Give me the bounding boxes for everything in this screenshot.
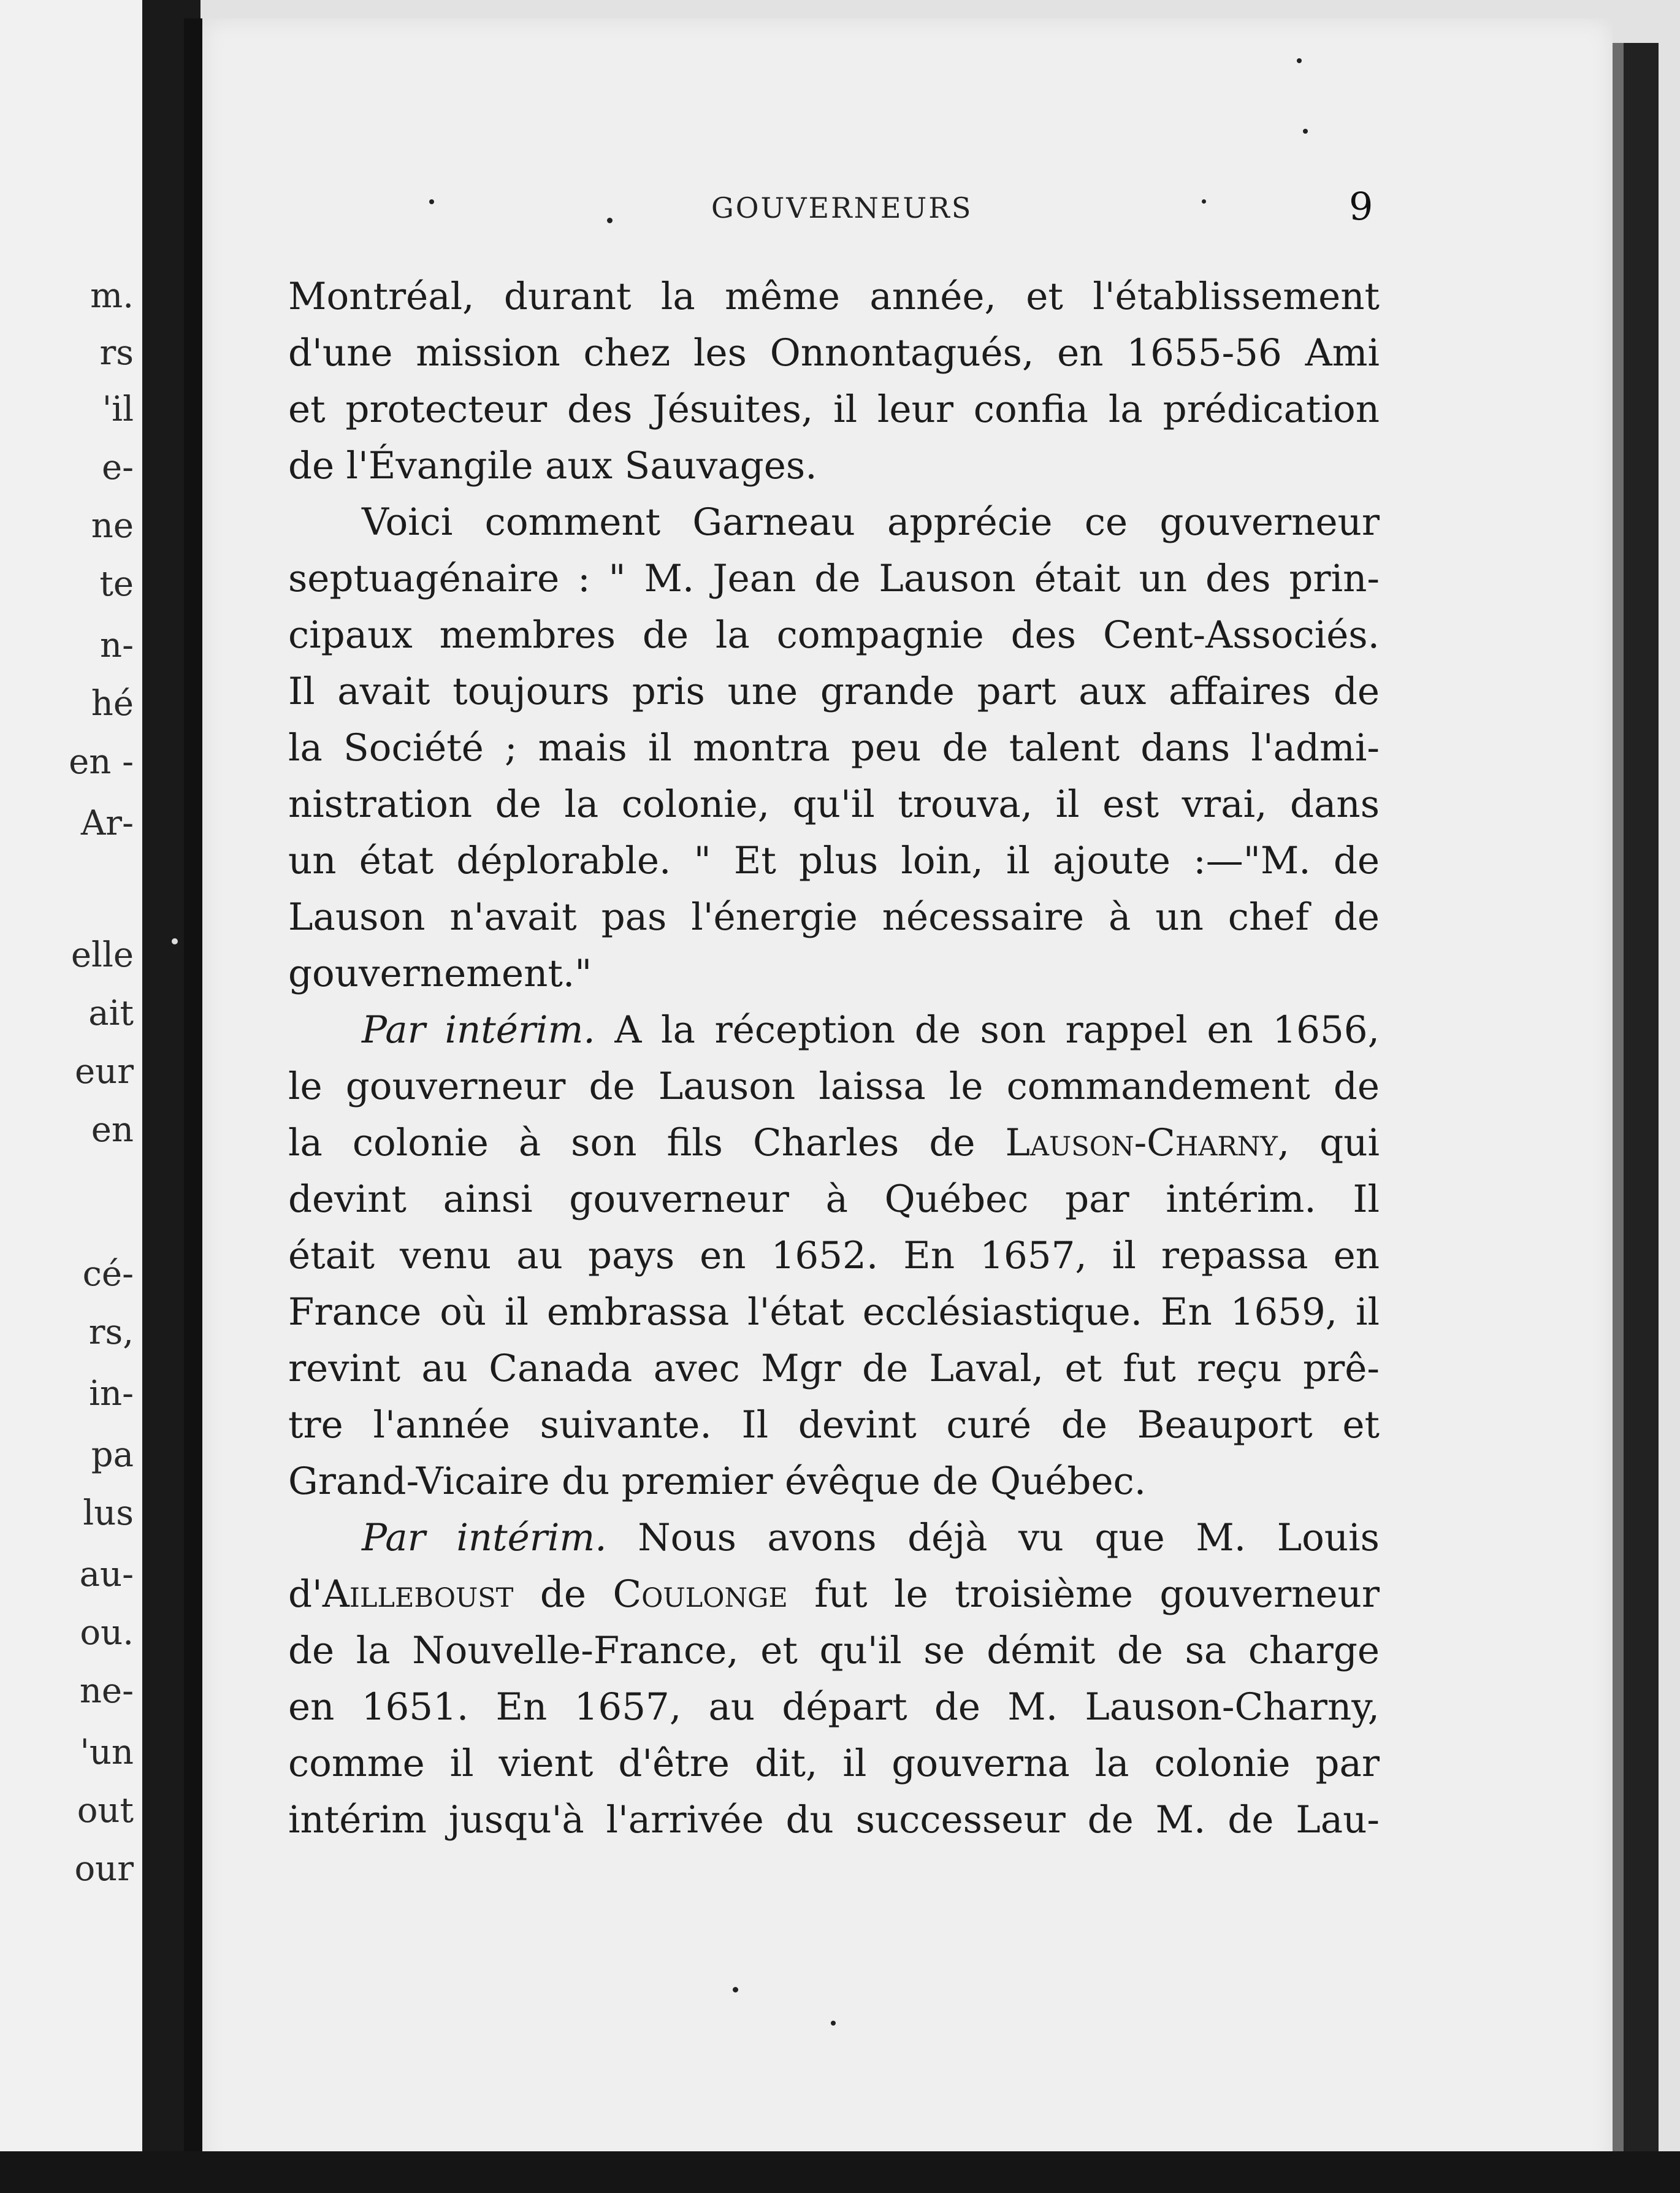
text-line: de l'Évangile aux Sauvages.	[288, 444, 817, 488]
print-speck	[172, 938, 178, 944]
text-run: d'	[288, 1572, 323, 1616]
print-speck	[429, 199, 434, 204]
left-fragment: 'il	[102, 389, 134, 429]
text-line: un état déplorable. " Et plus loin, il ajoute :—"M. de	[288, 839, 1380, 882]
print-speck	[607, 218, 613, 223]
proper-name: Coulonge	[613, 1572, 788, 1616]
left-fragment: m.	[90, 276, 134, 316]
left-fragment: en	[91, 1110, 134, 1150]
left-fragment: te	[99, 564, 134, 604]
print-speck	[831, 2021, 836, 2026]
page-body	[288, 269, 1380, 1848]
proper-name: Lauson-Charny,	[1005, 1121, 1290, 1165]
text-line: gouvernement."	[288, 952, 592, 995]
text-line: en 1651. En 1657, au départ de M. Lauson-Charny,	[288, 1685, 1380, 1729]
print-speck	[733, 1987, 738, 1992]
print-speck	[1297, 58, 1302, 63]
text-line: la Société ; mais il montra peu de talent dans l'admi-	[288, 726, 1380, 770]
text-line: d'une mission chez les Onnontagués, en 1655-56 Ami	[288, 331, 1380, 375]
left-fragment: au-	[79, 1555, 134, 1594]
text-line: Lauson n'avait pas l'énergie nécessaire à un chef de	[288, 895, 1380, 939]
left-fragment: 'un	[80, 1732, 134, 1772]
text-run: la colonie à son fils Charles de	[288, 1121, 1006, 1165]
left-fragment: en -	[69, 742, 134, 782]
text-line: tre l'année suivante. Il devint curé de Beauport et	[288, 1403, 1380, 1447]
proper-name: Ailleboust	[322, 1572, 514, 1616]
left-fragment: ou.	[80, 1613, 134, 1653]
text-line: était venu au pays en 1652. En 1657, il repassa en	[288, 1234, 1380, 1277]
text-line: et protecteur des Jésuites, il leur confia la prédication	[288, 388, 1380, 431]
text-line	[288, 1115, 1380, 1171]
print-speck	[1202, 199, 1206, 204]
left-fragment: n-	[100, 626, 134, 665]
paragraph-first-line	[288, 1002, 1380, 1058]
text-run: qui	[1289, 1121, 1380, 1165]
text-line: Il avait toujours pris une grande part aux affaires de	[288, 670, 1380, 713]
paragraph-first-line: Voici comment Garneau apprécie ce gouverneur	[362, 500, 1380, 544]
left-fragment: e-	[101, 448, 134, 488]
text-line: Grand-Vicaire du premier évêque de Québec.	[288, 1460, 1147, 1503]
text-run: A la réception de son rappel en 1656,	[595, 1008, 1380, 1052]
left-fragment: lus	[83, 1493, 134, 1533]
left-fragment: ne-	[79, 1671, 134, 1711]
bottom-border	[0, 2151, 1680, 2193]
left-fragment: out	[77, 1791, 134, 1831]
left-fragment: our	[74, 1849, 134, 1889]
left-fragment: elle	[71, 935, 134, 975]
text-run: Nous avons déjà vu que M. Louis	[606, 1516, 1380, 1560]
left-fragment: rs,	[88, 1312, 134, 1352]
text-line: de la Nouvelle-France, et qu'il se démit de sa charge	[288, 1629, 1380, 1672]
text-line: septuagénaire : " M. Jean de Lauson était un des prin-	[288, 557, 1380, 600]
page-number: 9	[1349, 184, 1373, 229]
text-line: le gouverneur de Lauson laissa le commandement de	[288, 1065, 1380, 1108]
left-fragment: Ar-	[80, 803, 134, 843]
running-title: GOUVERNEURS	[711, 191, 973, 224]
text-line: cipaux membres de la compagnie des Cent-Associés.	[288, 613, 1380, 657]
text-line: Montréal, durant la même année, et l'établissement	[288, 275, 1380, 318]
left-facing-page	[0, 0, 142, 2151]
text-line: comme il vient d'être dit, il gouverna la colonie par	[288, 1742, 1380, 1785]
left-fragment: eur	[75, 1052, 134, 1092]
text-line	[288, 1566, 1380, 1623]
run-in-heading: Par intérim.	[362, 1516, 607, 1560]
left-fragment: in-	[89, 1374, 134, 1414]
left-fragment: hé	[91, 684, 134, 724]
text-run: de	[513, 1572, 613, 1616]
left-fragment: rs	[99, 333, 134, 373]
left-fragment: pa	[91, 1435, 134, 1475]
paragraph-first-line	[288, 1510, 1380, 1566]
text-line: intérim jusqu'à l'arrivée du successeur de M. de Lau-	[288, 1798, 1380, 1842]
text-run: fut le troisième gouverneur	[787, 1572, 1380, 1616]
left-fragment: ne	[91, 506, 134, 546]
text-line: France où il embrassa l'état ecclésiastique. En 1659, il	[288, 1290, 1380, 1334]
print-speck	[1303, 129, 1308, 134]
text-line: revint au Canada avec Mgr de Laval, et fut reçu prê-	[288, 1347, 1380, 1390]
text-line: nistration de la colonie, qu'il trouva, il est vrai, dans	[288, 783, 1380, 826]
left-fragment: ait	[88, 993, 134, 1033]
page-stack-edge	[1613, 43, 1624, 2153]
left-fragment: cé-	[82, 1254, 134, 1294]
run-in-heading: Par intérim.	[362, 1008, 595, 1052]
text-line: devint ainsi gouverneur à Québec par intérim. Il	[288, 1177, 1380, 1221]
